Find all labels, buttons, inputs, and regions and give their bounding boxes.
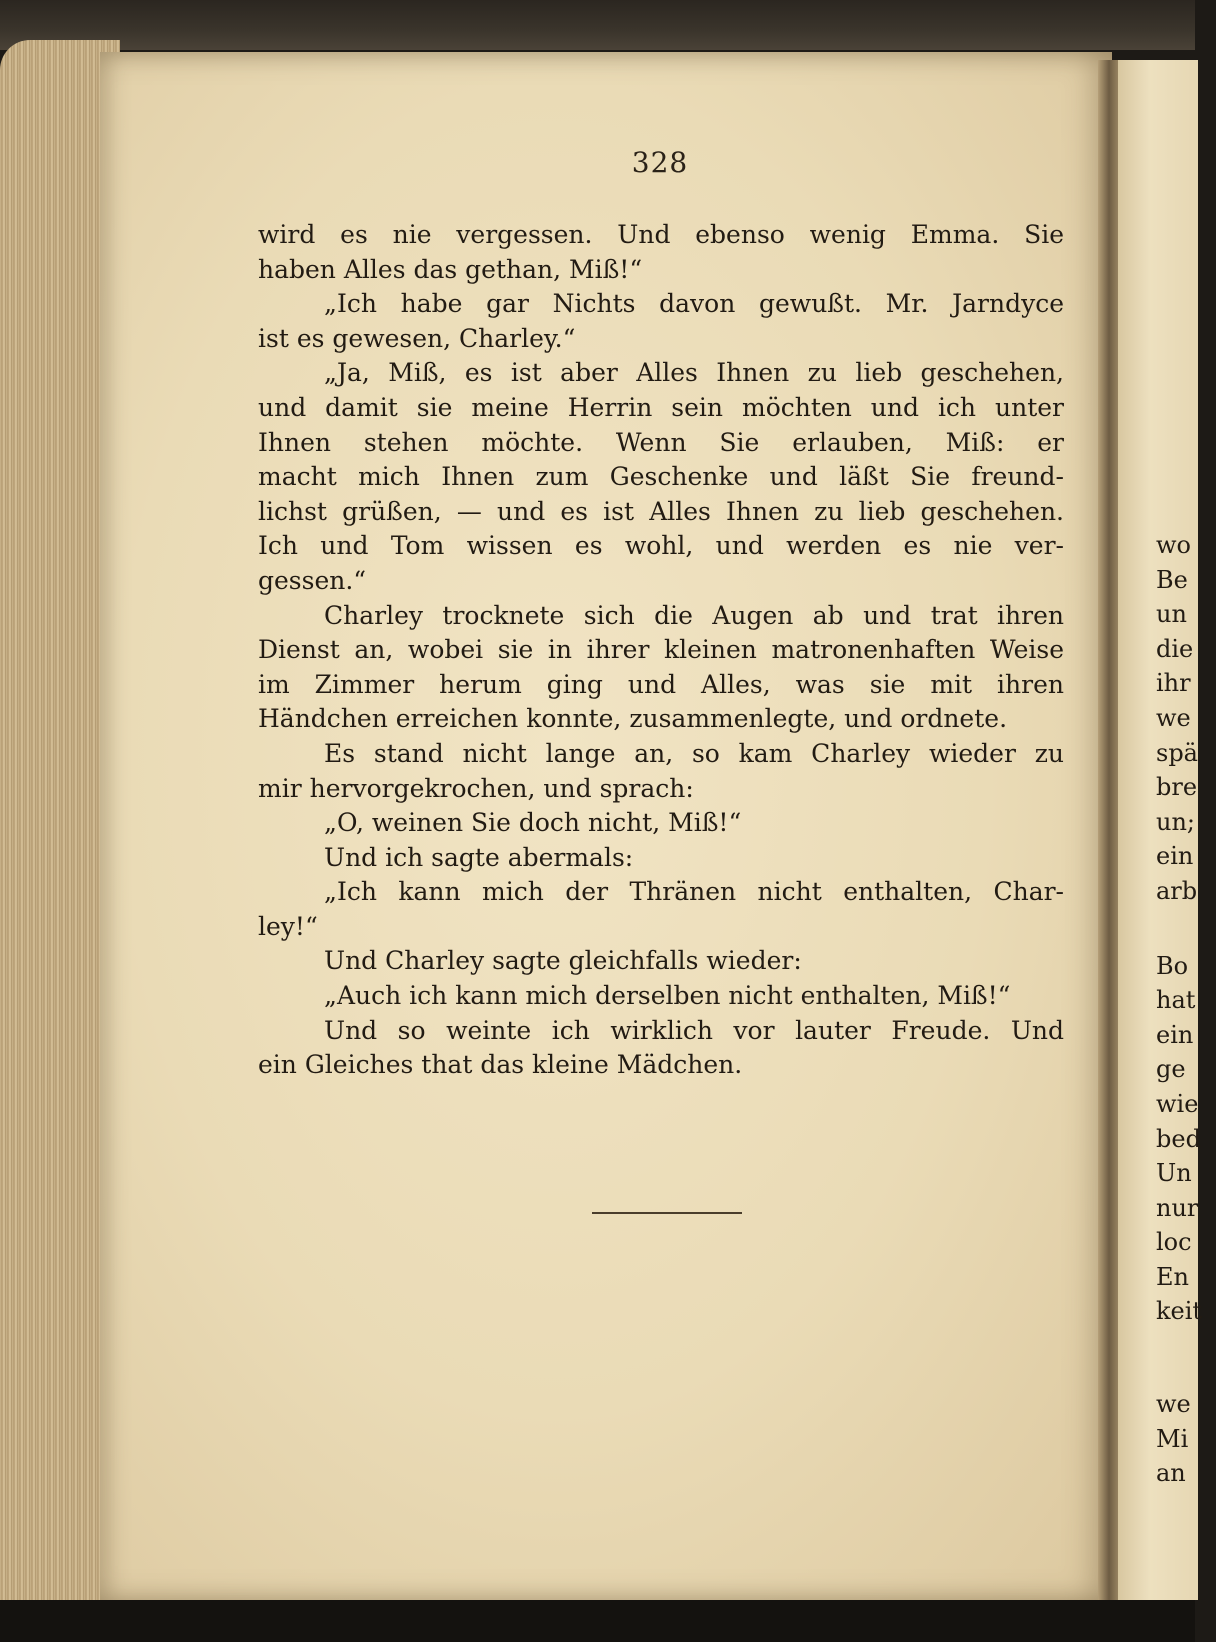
text-line: Ihnen stehen möchte. Wenn Sie erlauben, Miß: er xyxy=(258,427,1064,457)
facing-page-fragment: nur xyxy=(1156,1193,1199,1222)
text-line: „Ja, Miß, es ist aber Alles Ihnen zu lieb geschehen, xyxy=(324,358,1064,388)
text-line: und damit sie meine Herrin sein möchten und ich unter xyxy=(258,392,1064,422)
text-line: macht mich Ihnen zum Geschenke und läßt Sie freund- xyxy=(258,462,1064,492)
text-line: Charley trocknete sich die Augen ab und trat ihren xyxy=(324,600,1064,630)
facing-page-text-fragments xyxy=(1156,528,1216,1491)
facing-page-fragment: an xyxy=(1156,1459,1186,1488)
facing-page-fragment: arb xyxy=(1156,876,1198,905)
facing-page-fragment: ein xyxy=(1156,842,1194,871)
text-line: Ich und Tom wissen es wohl, und werden es nie ver- xyxy=(258,531,1064,561)
facing-page-fragment: Be xyxy=(1156,565,1188,594)
facing-page-fragment: loc xyxy=(1156,1228,1192,1257)
text-line: ein Gleiches that das kleine Mädchen. xyxy=(258,1050,743,1080)
facing-page-fragment: die xyxy=(1156,634,1194,663)
book-bottom-edge xyxy=(0,1600,1195,1642)
text-line: Es stand nicht lange an, so kam Charley wieder zu xyxy=(324,738,1064,768)
facing-page-fragment: we xyxy=(1156,703,1191,732)
facing-page-fragment: ihr xyxy=(1156,669,1191,698)
facing-page-fragment: Bo xyxy=(1156,951,1189,980)
text-line: Und so weinte ich wirklich vor lauter Freude. Und xyxy=(324,1015,1064,1045)
text-line: ley!“ xyxy=(258,911,318,941)
text-line: „Ich kann mich der Thränen nicht enthalten, Char- xyxy=(324,877,1064,907)
text-line: lichst grüßen, — und es ist Alles Ihnen zu lieb geschehen. xyxy=(258,496,1064,526)
text-line: Und Charley sagte gleichfalls wieder: xyxy=(324,946,802,976)
section-end-rule xyxy=(592,1212,742,1214)
text-line: Händchen erreichen konnte, zusammenlegte, und ordnete. xyxy=(258,704,1008,734)
text-line: „Auch ich kann mich derselben nicht enthalten, Miß!“ xyxy=(324,981,1011,1011)
facing-page-fragment: hat xyxy=(1156,986,1196,1015)
page-number: 328 xyxy=(631,146,689,179)
facing-page-fragment: we xyxy=(1156,1390,1191,1419)
text-line: Und ich sagte abermals: xyxy=(324,842,634,872)
facing-page-fragment: Un xyxy=(1156,1159,1192,1188)
facing-page-fragment: un; xyxy=(1156,807,1195,836)
text-line: mir hervorgekrochen, und sprach: xyxy=(258,773,694,803)
facing-page-fragment: En xyxy=(1156,1262,1189,1291)
facing-page-fragment: bed xyxy=(1156,1124,1201,1153)
facing-page-fragment: spä xyxy=(1156,738,1198,767)
facing-page-fragment: wo xyxy=(1156,531,1191,559)
text-line: haben Alles das gethan, Miß!“ xyxy=(258,254,643,284)
facing-page-fragment: ein xyxy=(1156,1020,1194,1049)
facing-page-fragment: keit xyxy=(1156,1297,1203,1326)
text-line: im Zimmer herum ging und Alles, was sie mit ihren xyxy=(258,669,1064,699)
facing-page-fragment: bre xyxy=(1156,773,1198,802)
facing-page-fragment: un xyxy=(1156,600,1187,629)
text-line: Dienst an, wobei sie in ihrer kleinen matronenhaften Weise xyxy=(258,635,1064,665)
book-gutter xyxy=(1098,60,1120,1600)
text-line: wird es nie vergessen. Und ebenso wenig Emma. Sie xyxy=(258,220,1064,249)
facing-page-fragment: Mi xyxy=(1156,1424,1189,1453)
text-line: gessen.“ xyxy=(258,565,367,595)
body-text xyxy=(258,218,1064,1083)
book-top-edge xyxy=(0,0,1195,50)
facing-page-fragment: ge xyxy=(1156,1055,1186,1084)
facing-page-fragment: wie xyxy=(1156,1089,1199,1118)
text-line: „Ich habe gar Nichts davon gewußt. Mr. Jarndyce xyxy=(324,289,1064,319)
text-line: „O, weinen Sie doch nicht, Miß!“ xyxy=(324,808,742,838)
text-line: ist es gewesen, Charley.“ xyxy=(258,323,576,353)
